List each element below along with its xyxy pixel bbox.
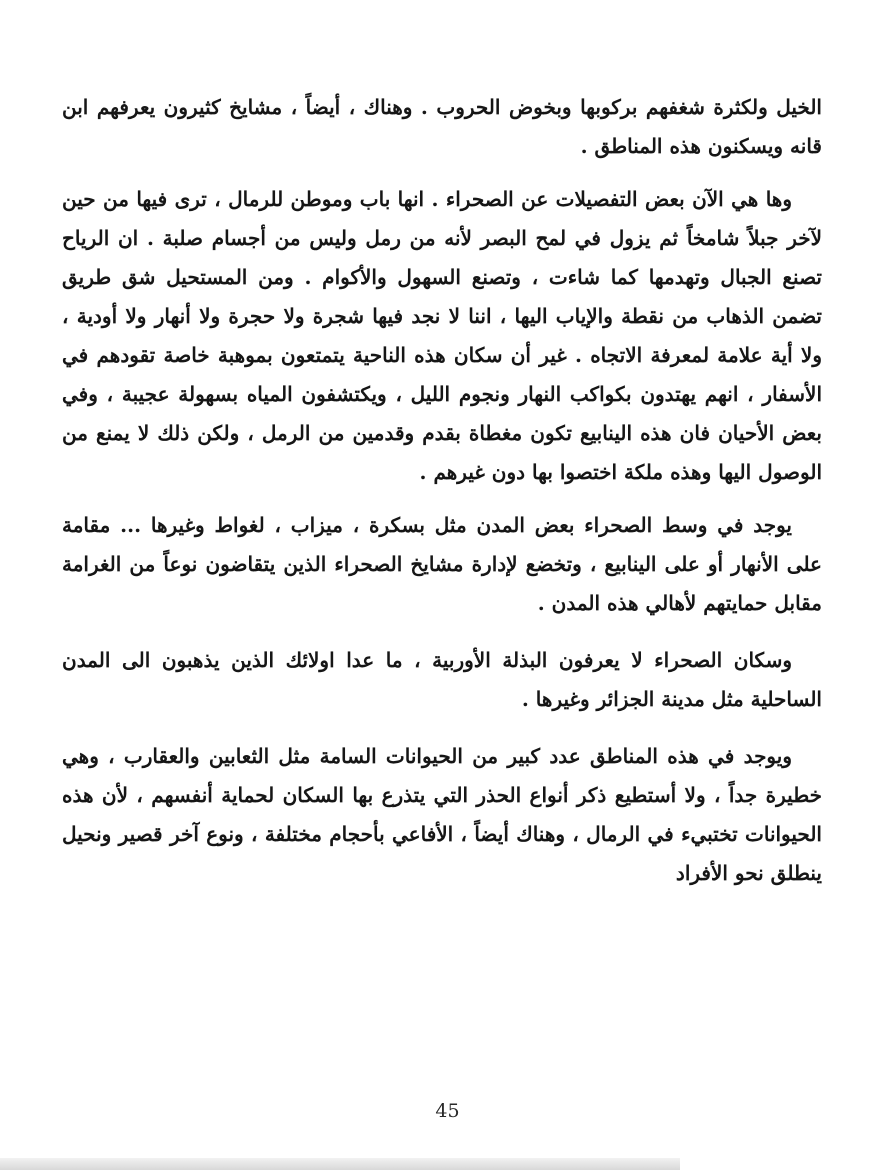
paragraph-1: الخيل ولكثرة شغفهم بركوبها وبخوض الحروب . وهناك ، أيضاً ، مشايخ كثيرون يعرفهم ابن قانه ويسكنون هذه المناطق . xyxy=(62,95,822,158)
paragraph-5: ويوجد في هذه المناطق عدد كبير من الحيوانات السامة مثل الثعابين والعقارب ، وهي خطيرة جداً ، ولا أستطيع ذكر أنواع الحذر التي يتذرع بها السكان لحماية أنفسهم ، لأن هذه الحيوانات تختبيء في الرمال ، وهناك أيضاً ، الأفاعي بأحجام مختلفة ، ونوع آخر قصير ونحيل ينطلق نحو الأفراد xyxy=(62,744,822,885)
page-body-text xyxy=(62,88,822,893)
paragraph-3: يوجد في وسط الصحراء بعض المدن مثل بسكرة ، ميزاب ، لغواط وغيرها ... مقامة على الأنهار أو على الينابيع ، وتخضع لإدارة مشايخ الصحراء الذين يتقاضون نوعاً من الغرامة مقابل حمايتهم لأهالي هذه المدن . xyxy=(62,513,822,615)
paragraph-2: وها هي الآن بعض التفصيلات عن الصحراء . انها باب وموطن للرمال ، ترى فيها من حين لآخر جبلاً شامخاً ثم يزول في لمح البصر لأنه من رمل وليس من أجسام صلبة . ان الرياح تصنع الجبال وتهدمها كما شاءت ، وتصنع السهول والأكوام . ومن المستحيل شق طريق تضمن الذهاب من نقطة والإياب اليها ، اننا لا نجد فيها شجرة ولا حجرة ولا أنهار ولا أودية ، ولا أية علامة لمعرفة الاتجاه . غير أن سكان هذه الناحية يتمتعون بموهبة خاصة تقودهم في الأسفار ، انهم يهتدون بكواكب النهار ونجوم الليل ، ويكتشفون المياه بسهولة عجيبة ، وفي بعض الأحيان فان هذه الينابيع تكون مغطاة بقدم وقدمين من الرمل ، ولكن ذلك لا يمنع من الوصول اليها وهذه ملكة اختصوا بها دون غيرهم . xyxy=(62,187,823,484)
scan-bottom-edge xyxy=(0,1158,680,1170)
paragraph-4: وسكان الصحراء لا يعرفون البذلة الأوربية ، ما عدا اولائك الذين يذهبون الى المدن الساحلية مثل مدينة الجزائر وغيرها . xyxy=(62,648,822,711)
page-number: 45 xyxy=(435,1100,460,1122)
